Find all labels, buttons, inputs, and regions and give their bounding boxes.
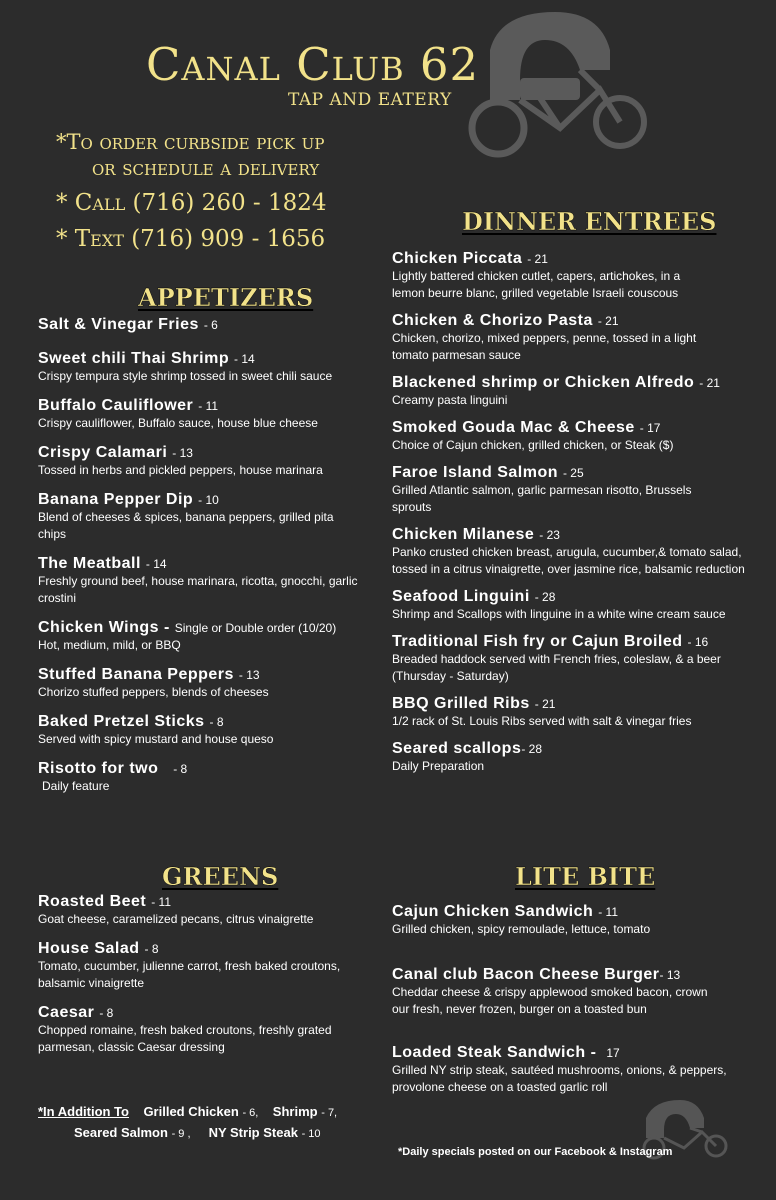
item-name: Cajun Chicken Sandwich: [392, 903, 594, 920]
item-name: Sweet chili Thai Shrimp: [38, 350, 230, 367]
item-name: Roasted Beet: [38, 893, 147, 910]
menu-item: [38, 940, 368, 992]
add-on-salmon-price: - 9 ,: [171, 1128, 191, 1140]
item-name: Baked Pretzel Sticks: [38, 713, 205, 730]
add-ons-label: *In Addition To: [38, 1104, 129, 1119]
menu-item: [38, 760, 368, 795]
item-price: - 6: [203, 318, 218, 332]
item-price: - 14: [145, 557, 167, 571]
item-name: Blackened shrimp or Chicken Alfredo: [392, 374, 695, 391]
item-name: Chicken & Chorizo Pasta: [392, 312, 593, 329]
item-price: - 8: [99, 1006, 114, 1020]
item-price: - 11: [598, 905, 619, 919]
item-description: Grilled chicken, spicy remoulade, lettuce, tomato: [392, 922, 651, 936]
order-info: [56, 130, 327, 252]
dinner-entrees-heading: DINNER ENTREES: [462, 207, 717, 236]
item-name: The Meatball: [38, 555, 141, 572]
item-description: Cheddar cheese & crispy applewood smoked bacon, crown our fresh, never frozen, burger on a toasted bun: [392, 985, 708, 1016]
item-description: 1/2 rack of St. Louis Ribs served with salt & vinegar fries: [392, 714, 692, 728]
item-description: Tossed in herbs and pickled peppers, house marinara: [38, 463, 323, 477]
menu-item: [38, 444, 368, 479]
add-on-shrimp-price: - 7,: [321, 1107, 338, 1119]
item-price: - 11: [198, 399, 219, 413]
item-name: Risotto for two: [38, 760, 159, 777]
menu-item: [392, 740, 748, 775]
call-line[interactable]: * Call (716) 260 - 1824: [56, 190, 327, 216]
item-description: Grilled NY strip steak, sautéed mushrooms, onions, & peppers, provolone cheese on a toasted garlic roll: [392, 1063, 727, 1094]
menu-item: [38, 555, 368, 607]
item-description: Tomato, cucumber, julienne carrot, fresh baked croutons, balsamic vinaigrette: [38, 959, 341, 990]
item-name: Loaded Steak Sandwich -: [392, 1044, 597, 1061]
menu-item: [392, 633, 748, 685]
item-price: - 13: [659, 968, 681, 982]
item-price: - 13: [172, 446, 193, 460]
menu-item: [392, 374, 748, 409]
item-name: Seafood Linguini: [392, 588, 530, 605]
item-price: - 17: [639, 421, 661, 435]
item-description: Daily feature: [42, 779, 110, 793]
item-name: Caesar: [38, 1004, 95, 1021]
order-line-2: or schedule a delivery: [92, 156, 320, 180]
item-description: Daily Preparation: [392, 759, 485, 773]
item-description: Freshly ground beef, house marinara, ricotta, gnocchi, garlic crostini: [38, 574, 358, 605]
menu-item: [38, 619, 368, 654]
menu-item: [392, 526, 748, 578]
item-name: Canal club Bacon Cheese Burger: [392, 966, 660, 983]
menu-item: [38, 316, 368, 334]
item-name: Chicken Piccata: [392, 250, 523, 267]
item-name: Crispy Calamari: [38, 444, 168, 461]
item-price: - 23: [539, 528, 560, 542]
add-on-shrimp: Shrimp: [272, 1104, 318, 1119]
item-name: Faroe Island Salmon: [392, 464, 558, 481]
item-price: - 16: [687, 635, 709, 649]
menu-item: [38, 491, 368, 543]
item-name: Seared scallops: [392, 740, 522, 757]
item-description: Lightly battered chicken cutlet, capers, artichokes, in a lemon beurre blanc, grilled vegetable Israeli couscous: [392, 269, 681, 300]
item-price: - 8: [173, 762, 188, 776]
menu-item: [38, 397, 368, 432]
item-description: Panko crusted chicken breast, arugula, cucumber,& tomato salad, tossed in a citrus vinaigrette, over jasmine rice, balsamic reduction: [392, 545, 745, 576]
dinner-entrees-list: [392, 250, 748, 775]
item-description: Crispy tempura style shrimp tossed in sweet chili sauce: [38, 369, 333, 383]
item-description: Creamy pasta linguini: [392, 393, 508, 407]
item-price: - 25: [562, 466, 584, 480]
menu-item: [38, 1004, 368, 1056]
menu-item: [392, 903, 737, 938]
item-price: - 21: [699, 376, 720, 390]
item-name: Salt & Vinegar Fries: [38, 316, 199, 333]
item-price: - 28: [534, 590, 556, 604]
pedicab-icon: [460, 10, 650, 160]
menu-item: [392, 312, 748, 364]
item-description: Hot, medium, mild, or BBQ: [38, 638, 181, 652]
menu-item: [392, 588, 748, 623]
add-on-chicken: Grilled Chicken: [143, 1104, 239, 1119]
item-price: - 14: [234, 352, 255, 366]
item-name: Chicken Milanese: [392, 526, 535, 543]
item-description: Crispy cauliflower, Buffalo sauce, house blue cheese: [38, 416, 318, 430]
order-line-1: *To order curbside pick up: [56, 130, 325, 154]
item-price: - 28: [521, 742, 543, 756]
item-description: Breaded haddock served with French fries, coleslaw, & a beer (Thursday - Saturday): [392, 652, 721, 683]
item-description: Served with spicy mustard and house queso: [38, 732, 274, 746]
item-name: Buffalo Cauliflower: [38, 397, 194, 414]
menu-item: [392, 1044, 737, 1096]
appetizers-list: [38, 316, 368, 795]
greens-heading: GREENS: [162, 862, 279, 891]
item-description: Shrimp and Scallops with linguine in a white wine cream sauce: [392, 607, 726, 621]
menu-item: [392, 695, 748, 730]
item-price: - 21: [534, 697, 556, 711]
greens-list: [38, 893, 368, 1056]
item-name: Chicken Wings -: [38, 619, 170, 636]
menu-item: [38, 713, 368, 748]
item-price: - 8: [144, 942, 159, 956]
item-name: Stuffed Banana Peppers: [38, 666, 234, 683]
add-on-salmon: Seared Salmon: [74, 1125, 168, 1140]
item-description: Chicken, chorizo, mixed peppers, penne, tossed in a light tomato parmesan sauce: [392, 331, 697, 362]
menu-item: [38, 350, 368, 385]
item-name: Banana Pepper Dip: [38, 491, 194, 508]
text-line[interactable]: * Text (716) 909 - 1656: [56, 226, 326, 252]
add-on-steak: NY Strip Steak: [208, 1125, 298, 1140]
add-ons: [38, 1102, 337, 1144]
item-description: Blend of cheeses & spices, banana peppers, grilled pita chips: [38, 510, 334, 541]
item-price: - 13: [238, 668, 260, 682]
item-price: - 21: [527, 252, 548, 266]
item-description: Goat cheese, caramelized pecans, citrus vinaigrette: [38, 912, 314, 926]
item-price: - 10: [198, 493, 219, 507]
item-name: House Salad: [38, 940, 140, 957]
lite-bite-heading: LITE BITE: [515, 862, 656, 891]
menu-item: [392, 419, 748, 454]
menu-item: [392, 250, 748, 302]
item-name: BBQ Grilled Ribs: [392, 695, 530, 712]
item-description: Grilled Atlantic salmon, garlic parmesan risotto, Brussels sprouts: [392, 483, 692, 514]
menu-item: [392, 464, 748, 516]
item-description: Chorizo stuffed peppers, blends of cheeses: [38, 685, 269, 699]
appetizers-heading: APPETIZERS: [138, 283, 314, 312]
item-name: Smoked Gouda Mac & Cheese: [392, 419, 635, 436]
add-on-steak-price: - 10: [301, 1128, 321, 1140]
item-price: 17: [606, 1046, 620, 1060]
menu-item: [38, 666, 368, 701]
item-price: - 8: [209, 715, 224, 729]
item-name: Traditional Fish fry or Cajun Broiled: [392, 633, 683, 650]
lite-bite-list: [392, 903, 737, 1096]
item-price: - 21: [597, 314, 619, 328]
item-description: Choice of Cajun chicken, grilled chicken, or Steak ($): [392, 438, 674, 452]
item-price: - 11: [151, 895, 171, 909]
specials-note: *Daily specials posted on our Facebook & Instagram: [398, 1146, 673, 1158]
menu-item: [392, 966, 737, 1018]
restaurant-title: Canal Club 62: [146, 38, 480, 91]
add-on-chicken-price: - 6,: [242, 1107, 259, 1119]
item-price: Single or Double order (10/20): [174, 621, 337, 635]
menu-item: [38, 893, 368, 928]
restaurant-subtitle: TAP AND EATERY: [288, 90, 452, 110]
item-description: Chopped romaine, fresh baked croutons, freshly grated parmesan, classic Caesar dressing: [38, 1023, 332, 1054]
